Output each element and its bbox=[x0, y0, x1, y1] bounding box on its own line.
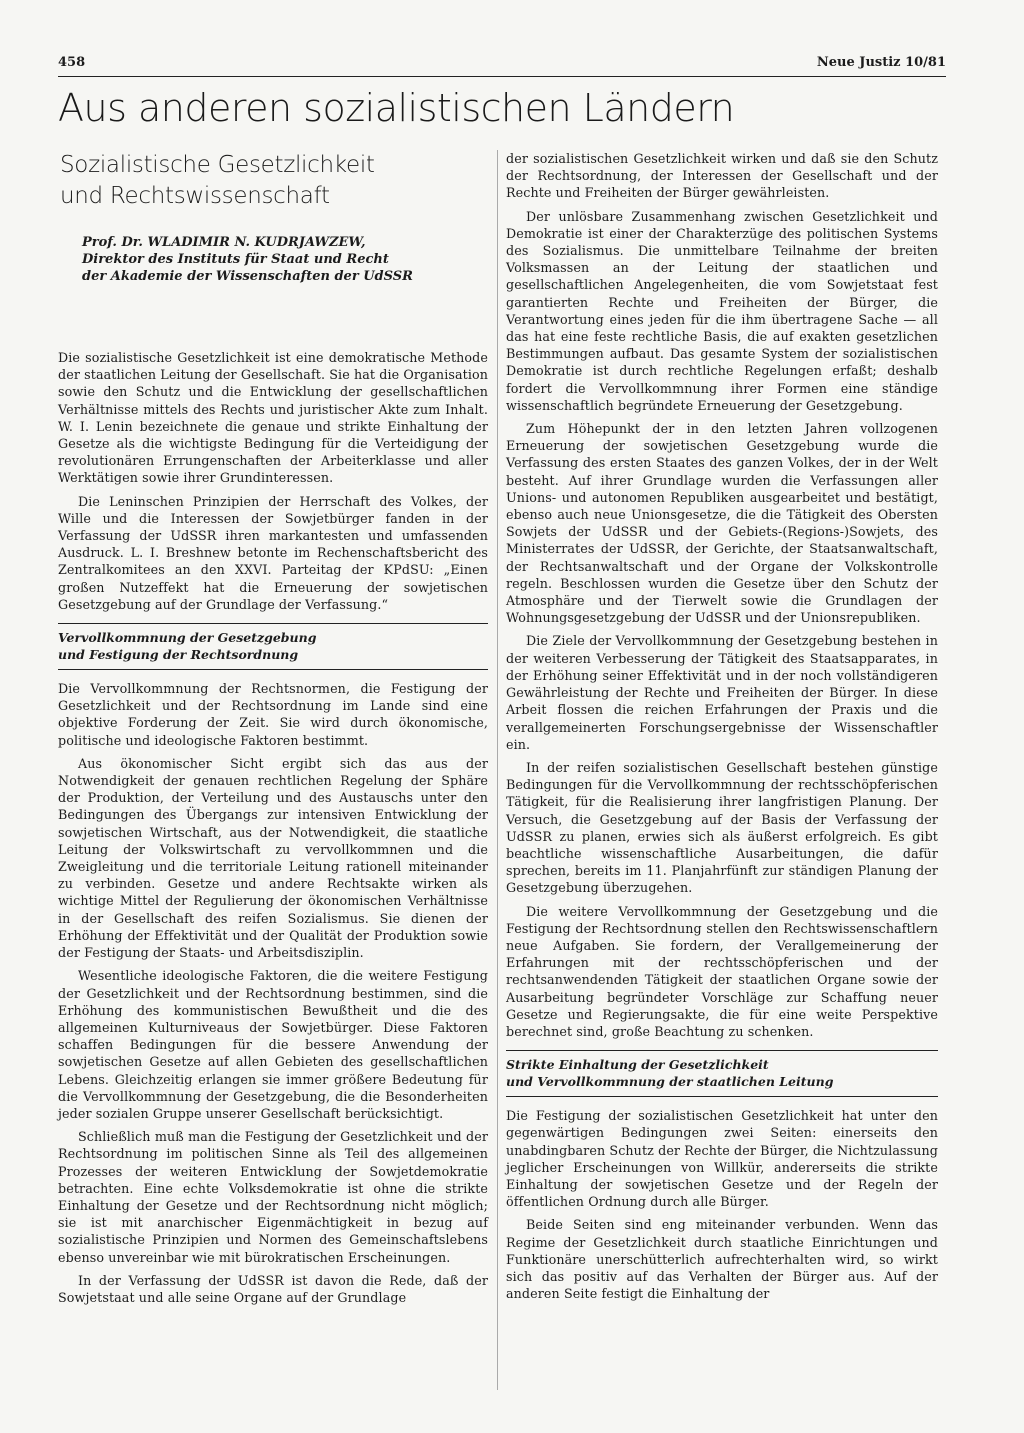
paragraph: Schließlich muß man die Festigung der Gesetzlichkeit und der Rechtsordnung im politischen Sinne als Teil des allgemeinen Prozesses der weiteren Entwicklung der Sowjetdemokratie betrachten. Eine echte Volksdemokratie ist ohne die strikte Einhaltung der Gesetze und der Rechtsordnung nicht möglich; sie ist mit anarchischer Eigenmächtigkeit in bezug auf sozialistische Prinzipien und Normen des Gemeinschaftslebens ebenso unvereinbar wie mit bürokratischen Erscheinungen. bbox=[58, 1129, 488, 1265]
paragraph: Die weitere Vervollkommnung der Gesetzgebung und die Festigung der Rechtsordnung stellen den Rechtswissenschaftlern neue Aufgaben. Sie fordern, der Verallgemeinerung der Erfahrungen mit der rechtsschöpferischen und der rechtsanwendenden Tätigkeit der staatlichen Organe sowie der Ausarbeitung begründeter Vorschläge zur Schaffung neuer Gesetze und Regierungsakte, die für eine weite Perspektive berechnet sind, große Beachtung zu schenken. bbox=[506, 903, 938, 1039]
paragraph: Die Vervollkommnung der Rechtsnormen, die Festigung der Gesetzlichkeit und der Rechtsordnung im Lande sind eine objektive Forderung der Zeit. Sie wird durch ökonomische, politische und ideologische Faktoren bestimmt. bbox=[58, 681, 488, 748]
paragraph: Beide Seiten sind eng miteinander verbunden. Wenn das Regime der Gesetzlichkeit durch staatliche Einrichtungen und Funktionäre unerschütterlich aufrechterhalten wird, so wirkt sich das positiv auf das Verhalten der Bürger aus. Auf der anderen Seite festigt die Einhaltung der bbox=[506, 1217, 938, 1302]
subheading-line-2: und Festigung der Rechtsordnung bbox=[58, 647, 299, 663]
paragraph: Die Festigung der sozialistischen Gesetzlichkeit hat unter den gegenwärtigen Bedingungen zwei Seiten: einerseits den unabdingbaren Schutz der Rechte der Bürger, die Nichtzulassung jeglicher Erscheinungen von Willkür, andererseits die strikte Einhaltung der sowjetischen Gesetze und der Regeln der öffentlichen Ordnung durch alle Bürger. bbox=[506, 1108, 938, 1210]
paragraph: In der Verfassung der UdSSR ist davon die Rede, daß der Sowjetstaat und alle seine Organe auf der Grundlage bbox=[58, 1272, 488, 1305]
header-rule bbox=[58, 76, 946, 77]
paragraph: der sozialistischen Gesetzlichkeit wirken und daß sie den Schutz der Rechtsordnung, der Interessen der Gesellschaft und der Rechte und Freiheiten der Bürger gewährleisten. bbox=[506, 151, 938, 201]
subheading bbox=[506, 1050, 938, 1097]
subheading-line-2: und Vervollkommnung der staatlichen Leitung bbox=[506, 1074, 834, 1090]
page-number: 458 bbox=[58, 55, 86, 70]
section-title: Aus anderen sozialistischen Ländern bbox=[58, 86, 735, 130]
journal-issue: Neue Justiz 10/81 bbox=[816, 55, 946, 70]
left-column bbox=[58, 150, 488, 1312]
author-role-line-2: der Akademie der Wissenschaften der UdSSR bbox=[82, 269, 413, 284]
subheading-line-1: Vervollkommnung der Gesetzgebung bbox=[58, 630, 317, 646]
right-column bbox=[506, 150, 938, 1308]
article-title bbox=[60, 150, 488, 212]
article-title-line-2: und Rechtswissenschaft bbox=[60, 183, 330, 209]
paragraph: In der reifen sozialistischen Gesellschaft bestehen günstige Bedingungen für die Vervollkommnung der rechtsschöpferischen Tätigkeit, für die Realisierung ihrer langfristigen Planung. Der Versuch, die Gesetzgebung auf der Basis der Verfassung der UdSSR zu planen, erwies sich als äußerst erfolgreich. Es gibt beachtliche wissenschaftliche Ausarbeitungen, die dafür sprechen, bereits im 11. Planjahrfünft zur ständigen Planung der Gesetzgebung überzugehen. bbox=[506, 759, 938, 896]
author-block bbox=[82, 234, 488, 285]
paragraph: Die sozialistische Gesetzlichkeit ist eine demokratische Methode der staatlichen Leitung der Gesellschaft. Sie hat die Organisation sowie den Schutz und die Entwicklung der gesellschaftlichen Verhältnisse mittels des Rechts und juristischer Akte zum Inhalt. W. I. Lenin bezeichnete die genaue und strikte Einhaltung der Gesetze als die wichtigste Bedingung für die Verteidigung der revolutionären Errungenschaften der Arbeiterklasse und aller Werktätigen sowie ihrer Grundinteressen. bbox=[58, 350, 488, 486]
paragraph: Wesentliche ideologische Faktoren, die die weitere Festigung der Gesetzlichkeit und der Rechtsordnung bestimmen, sind die Erhöhung des kommunistischen Bewußtheit und die des allgemeinen Kulturniveaus der Sowjetbürger. Diese Faktoren schaffen Bedingungen für die bessere Anwendung der sowjetischen Gesetze auf allen Gebieten des gesellschaftlichen Lebens. Gleichzeitig erlangen sie immer größere Bedeutung für die Vervollkommnung der Gesetzgebung, die die Besonderheiten jeder sozialen Gruppe unserer Gesellschaft berücksichtigt. bbox=[58, 968, 488, 1121]
author-name: Prof. Dr. WLADIMIR N. KUDRJAWZEW, bbox=[82, 235, 366, 250]
subheading bbox=[58, 623, 488, 670]
author-role-line-1: Direktor des Instituts für Staat und Recht bbox=[82, 252, 389, 267]
paragraph: Zum Höhepunkt der in den letzten Jahren vollzogenen Erneuerung der sowjetischen Gesetzgebung wurde die Verfassung des ersten Staates des ganzen Volkes, der in der Welt besteht. Auf ihrer Grundlage wurden die Verfassungen aller Unions- und autonomen Republiken ausgearbeitet und bestätigt, ebenso auch neue Unionsgesetze, die die Tätigkeit des Obersten Sowjets der UdSSR und der Gebiets-(Regions-)Sowjets, des Ministerrates der UdSSR, der Gerichte, der Staatsanwaltschaft, der Rechtsanwaltschaft und der Organe der Volkskontrolle regeln. Beschlossen wurden die Gesetze über den Schutz der Atmosphäre und der Tierwelt sowie die Grundlagen der Wohnungsgesetzgebung der UdSSR und der Unionsrepubliken. bbox=[506, 421, 938, 626]
paragraph: Die Leninschen Prinzipien der Herrschaft des Volkes, der Wille und die Interessen der Sowjetbürger fanden in der Verfassung der UdSSR ihren markantesten und umfassenden Ausdruck. L. I. Breshnew betonte im Rechenschaftsbericht des Zentralkomitees an den XXVI. Parteitag der KPdSU: „Einen großen Nutzeffekt hat die Erneuerung der sowjetischen Gesetzgebung auf der Grundlage der Verfassung.“ bbox=[58, 493, 488, 612]
paragraph: Die Ziele der Vervollkommnung der Gesetzgebung bestehen in der weiteren Verbesserung der Tätigkeit des Staatsapparates, in der Erhöhung seiner Effektivität und in der noch vollständigeren Gewährleistung der Rechte und Freiheiten der Bürger. In diese Arbeit flossen die reichen Erfahrungen der Praxis und die verallgemeinerten Forschungsergebnisse der Wissenschaftler ein. bbox=[506, 633, 938, 752]
paragraph: Der unlösbare Zusammenhang zwischen Gesetzlichkeit und Demokratie ist einer der Charakterzüge des politischen Systems des Sozialismus. Die unmittelbare Teilnahme der breiten Volksmassen an der Leitung der staatlichen und gesellschaftlichen Angelegenheiten, die vom Sowjetstaat fest garantierten Rechte und Freiheiten der Bürger, die Verantwortung eines jeden für die ihm übertragene Sache — all das hat eine feste rechtliche Basis, die auf exakten gesetzlichen Bestimmungen aufbaut. Das gesamte System der sozialistischen Demokratie ist durch rechtliche Regelungen erfaßt; deshalb fordert die Vervollkommnung ihrer Formen eine ständige wissenschaftlich begründete Erneuerung der Gesetzgebung. bbox=[506, 208, 938, 413]
article-title-line-1: Sozialistische Gesetzlichkeit bbox=[60, 152, 375, 178]
column-divider bbox=[497, 150, 498, 1390]
subheading-line-1: Strikte Einhaltung der Gesetzlichkeit bbox=[506, 1057, 769, 1073]
paragraph: Aus ökonomischer Sicht ergibt sich das aus der Notwendigkeit der genauen rechtlichen Regelung der Sphäre der Produktion, der Verteilung und des Austauschs unter den Bedingungen des Übergangs zur intensiven Entwicklung der sowjetischen Wirtschaft, aus der Notwendigkeit, die staatliche Leitung der Volkswirtschaft zu vervollkommnen und die Zweigleitung und die territoriale Leitung rationell miteinander zu verbinden. Gesetze und andere Rechtsakte wirken als wichtige Mittel der Regulierung der ökonomischen Verhältnisse in der Gesellschaft des reifen Sozialismus. Sie dienen der Erhöhung der Effektivität und der Qualität der Produktion sowie der Festigung der Staats- und Arbeitsdisziplin. bbox=[58, 755, 488, 961]
